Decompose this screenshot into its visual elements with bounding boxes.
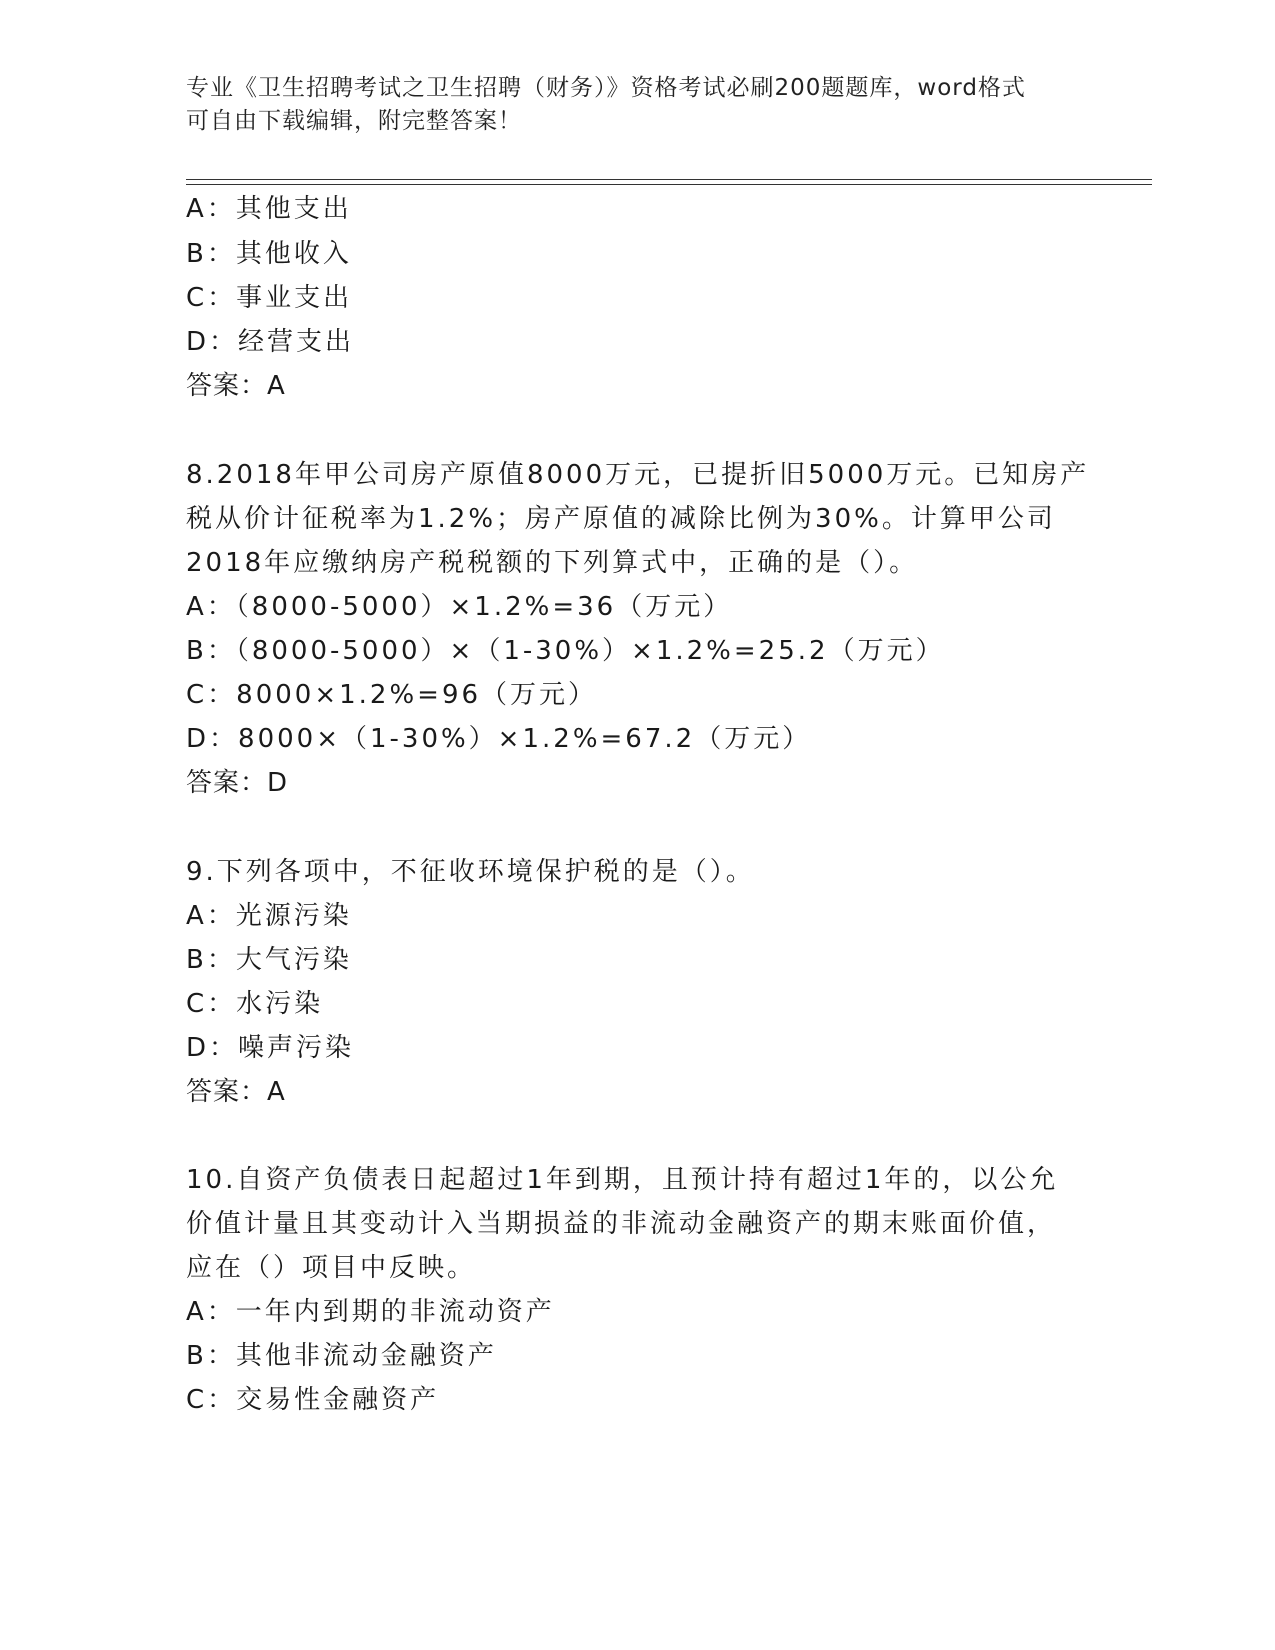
q8-stem-line-2: 税从价计征税率为1.2%；房产原值的减除比例为30%。计算甲公司 bbox=[186, 504, 1056, 534]
q9-stem-line-1: 9.下列各项中，不征收环境保护税的是（）。 bbox=[186, 857, 755, 887]
document-header bbox=[186, 72, 1066, 138]
q8-option-b: B：（8000-5000）×（1-30%）×1.2%=25.2（万元） bbox=[186, 636, 945, 666]
q8-stem-line-3: 2018年应缴纳房产税税额的下列算式中，正确的是（）。 bbox=[186, 548, 919, 578]
header-divider-top bbox=[186, 179, 1152, 180]
q10-stem-line-1: 10.自资产负债表日起超过1年到期，且预计持有超过1年的，以公允 bbox=[186, 1165, 1059, 1195]
q7-answer: 答案：A bbox=[186, 371, 286, 401]
q9-option-a: A：光源污染 bbox=[186, 901, 352, 931]
q7-option-a: A：其他支出 bbox=[186, 194, 352, 224]
q7-option-c: C：事业支出 bbox=[186, 283, 353, 313]
q8-answer: 答案：D bbox=[186, 768, 289, 798]
q8-stem-line-1: 8.2018年甲公司房产原值8000万元，已提折旧5000万元。已知房产 bbox=[186, 460, 1090, 490]
q9-option-c: C：水污染 bbox=[186, 989, 324, 1019]
q8-option-a: A：（8000-5000）×1.2%=36（万元） bbox=[186, 592, 733, 622]
q8-option-d: D：8000×（1-30%）×1.2%=67.2（万元） bbox=[186, 724, 812, 754]
header-title-line-2: 可自由下载编辑，附完整答案！ bbox=[186, 108, 522, 134]
q7-option-d: D：经营支出 bbox=[186, 327, 355, 357]
q10-option-b: B：其他非流动金融资产 bbox=[186, 1341, 497, 1371]
q7-option-b: B：其他收入 bbox=[186, 239, 352, 269]
q8-option-c: C：8000×1.2%=96（万元） bbox=[186, 680, 598, 710]
q10-option-a: A：一年内到期的非流动资产 bbox=[186, 1297, 555, 1327]
q10-stem-line-3: 应在（）项目中反映。 bbox=[186, 1253, 477, 1283]
q10-option-c: C：交易性金融资产 bbox=[186, 1385, 440, 1415]
q10-stem-line-2: 价值计量且其变动计入当期损益的非流动金融资产的期末账面价值， bbox=[186, 1209, 1057, 1239]
q9-option-d: D：噪声污染 bbox=[186, 1033, 355, 1063]
q9-answer: 答案：A bbox=[186, 1077, 286, 1107]
header-title-line-1: 专业《卫生招聘考试之卫生招聘（财务）》资格考试必刷200题题库，word格式 bbox=[186, 75, 1026, 101]
header-divider-bottom bbox=[186, 184, 1152, 185]
q9-option-b: B：大气污染 bbox=[186, 945, 352, 975]
